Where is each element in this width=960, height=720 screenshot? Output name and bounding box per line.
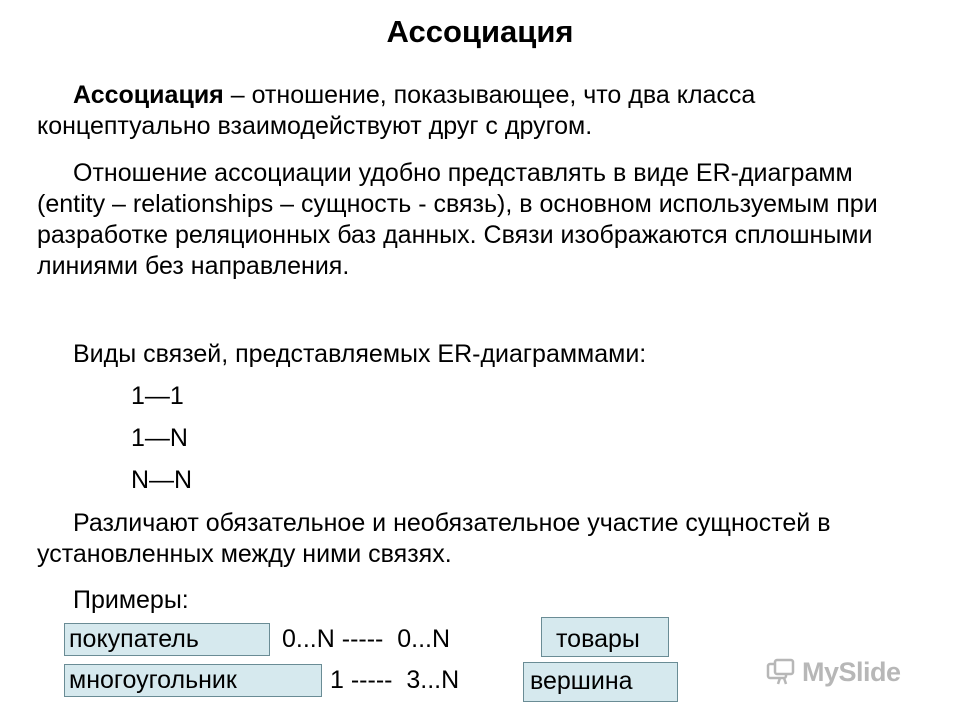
example-relation-buyer-goods: 0...N ----- 0...N (282, 625, 451, 653)
examples-label: Примеры: (73, 586, 189, 614)
example-entity-polygon: многоугольник (64, 664, 322, 697)
association-definition-text: – отношение, показывающее, что два класса концептуально взаимодействуют друг с другом. (37, 81, 756, 140)
slide-title: Ассоциация (386, 14, 574, 49)
slides-logo-icon (766, 658, 796, 686)
relation-type-one-to-one: 1—1 (131, 382, 184, 410)
example-relation-polygon-vertex: 1 ----- 3...N (330, 666, 460, 694)
myslide-watermark (766, 654, 926, 690)
example-entity-goods: товары (541, 617, 669, 657)
association-term: Ассоциация (73, 81, 224, 109)
er-diagram-paragraph: Отношение ассоциации удобно представлять в виде ER-диаграмм (entity – relationships – сущность - связь), в основном используемым при разработке реляционных баз данных. Связи изображаются сплошными линиями без направления. (37, 159, 878, 280)
relation-type-one-to-many: 1—N (131, 424, 188, 452)
participation-paragraph: Различают обязательное и необязательное участие сущностей в установленных между ними связях. (37, 509, 831, 568)
relation-type-many-to-many: N—N (131, 466, 193, 494)
watermark-text: MySlide (802, 656, 901, 687)
association-definition (37, 80, 927, 142)
example-entity-buyer: покупатель (64, 623, 270, 656)
example-entity-vertex: вершина (523, 662, 678, 702)
relation-types-intro: Виды связей, представляемых ER-диаграммами: (73, 340, 647, 368)
